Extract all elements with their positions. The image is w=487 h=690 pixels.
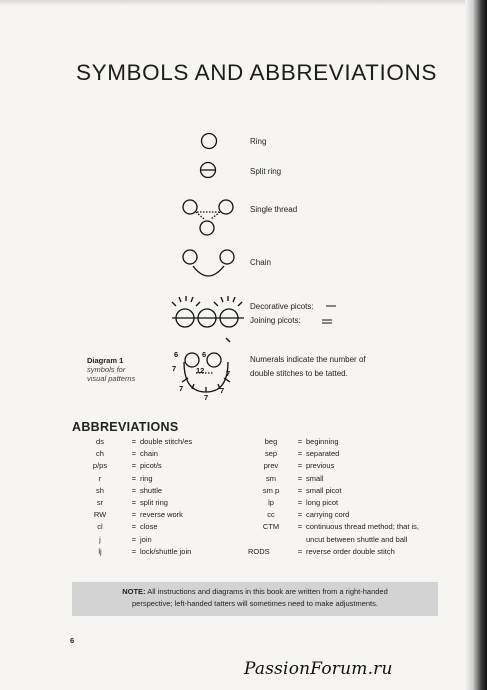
diagram-caption-sub2: visual patterns bbox=[87, 374, 136, 383]
single-thread-label: Single thread bbox=[250, 205, 298, 214]
abbreviation-row bbox=[248, 547, 419, 559]
equals-sign: = bbox=[297, 449, 303, 459]
note-label: NOTE: bbox=[122, 587, 146, 596]
abbreviation-meaning: carrying cord bbox=[306, 510, 350, 520]
abbreviation-meaning: chain bbox=[140, 449, 158, 459]
equals-sign: = bbox=[297, 497, 303, 507]
joining-picots-label: Joining picots: bbox=[250, 316, 301, 325]
equals-sign: = bbox=[297, 437, 303, 446]
diagram-number: 6 bbox=[202, 350, 207, 359]
abbreviation-meaning: uncut between shuttle and ball bbox=[306, 534, 408, 544]
abbreviation-meaning: small bbox=[306, 473, 324, 483]
abbreviation: CTM bbox=[262, 522, 280, 532]
abbreviation-meaning: double stitch/es bbox=[140, 437, 193, 446]
numerals-label-line2: double stitches to be tatted. bbox=[250, 369, 348, 378]
abbreviation-row bbox=[248, 498, 419, 510]
equals-sign: = bbox=[297, 522, 303, 532]
picots-symbol bbox=[172, 296, 244, 342]
abbreviation-row bbox=[72, 498, 192, 510]
abbreviation-row bbox=[248, 461, 419, 473]
abbreviation-meaning: separated bbox=[306, 449, 340, 459]
numerals-label-line1: Numerals indicate the number of bbox=[250, 355, 366, 364]
abbreviation-meaning: small picot bbox=[306, 485, 342, 495]
diagram-1-numbers bbox=[172, 350, 230, 402]
abbreviation: sh bbox=[96, 485, 104, 495]
abbreviation: sm bbox=[266, 473, 276, 483]
abbreviation: lj bbox=[98, 546, 102, 556]
split-ring-symbol bbox=[200, 163, 216, 178]
abbreviation: sep bbox=[264, 449, 278, 459]
abbreviation-row bbox=[72, 461, 192, 473]
diagram-number: 7 bbox=[172, 364, 177, 373]
abbreviation-meaning: reverse order double stitch bbox=[306, 546, 395, 556]
abbreviation-row bbox=[72, 449, 192, 461]
page-number: 6 bbox=[70, 636, 75, 645]
diagram-number: 7 bbox=[226, 369, 231, 378]
diagram-caption bbox=[87, 356, 135, 383]
note-text-1: All instructions and diagrams in this book are written from a right-handed bbox=[147, 587, 388, 596]
note-box bbox=[72, 582, 438, 616]
abbreviation: prev bbox=[263, 461, 279, 471]
equals-sign: = bbox=[131, 461, 137, 471]
abbreviation-row bbox=[248, 510, 419, 522]
equals-sign: = bbox=[297, 485, 303, 495]
abbreviations-left-column bbox=[72, 437, 192, 559]
abbreviation-row bbox=[72, 510, 192, 522]
ring-symbol bbox=[202, 134, 217, 149]
equals-sign: = bbox=[131, 449, 137, 459]
diagram-number: 12 bbox=[196, 366, 205, 375]
diagram-number: 7 bbox=[204, 393, 209, 402]
abbreviation-meaning: ring bbox=[140, 473, 153, 483]
abbreviation-meaning: long picot bbox=[306, 497, 339, 507]
abbreviation: cc bbox=[267, 510, 275, 520]
abbreviation-meaning: picot/s bbox=[140, 461, 162, 471]
abbreviation-row bbox=[248, 522, 419, 534]
equals-sign: = bbox=[297, 461, 303, 471]
equals-sign: = bbox=[297, 510, 303, 520]
abbreviation bbox=[248, 535, 294, 547]
note-line-1 bbox=[72, 586, 438, 598]
abbreviation-row bbox=[72, 437, 192, 449]
note-text-2: perspective; left-handed tatters will sometimes need to make adjustments. bbox=[132, 599, 378, 608]
abbreviation: RW bbox=[93, 510, 107, 520]
abbreviations-right-column bbox=[248, 437, 419, 559]
abbreviation: cl bbox=[97, 522, 103, 532]
abbreviation: beg bbox=[264, 437, 278, 446]
abbreviation-row bbox=[72, 474, 192, 486]
abbreviation: r bbox=[98, 473, 102, 483]
abbreviation-meaning: shuttle bbox=[140, 485, 163, 495]
diagram-caption-sub1: symbols for bbox=[87, 365, 126, 374]
abbreviation: RODS bbox=[248, 546, 270, 556]
abbreviation: lp bbox=[268, 497, 274, 507]
equals-sign: = bbox=[131, 522, 137, 532]
abbreviation-row bbox=[248, 474, 419, 486]
ring-label: Ring bbox=[250, 137, 267, 146]
abbreviation: j bbox=[99, 534, 101, 544]
diagram-caption-title: Diagram 1 bbox=[87, 356, 124, 365]
abbreviation-meaning: close bbox=[140, 522, 158, 532]
abbreviation: ch bbox=[96, 449, 104, 459]
watermark: PassionForum.ru bbox=[244, 659, 393, 679]
abbreviation: sr bbox=[96, 497, 104, 507]
equals-sign: = bbox=[131, 546, 137, 556]
abbreviation: sm p bbox=[262, 485, 280, 495]
page-title: SYMBOLS AND ABBREVIATIONS bbox=[76, 60, 437, 85]
equals-sign: = bbox=[131, 485, 137, 495]
equals-sign: = bbox=[131, 497, 137, 507]
abbreviation-meaning: previous bbox=[306, 461, 335, 471]
equals-sign: = bbox=[131, 534, 137, 544]
equals-sign: = bbox=[297, 546, 303, 556]
equals-sign: = bbox=[131, 473, 137, 483]
abbreviation-row bbox=[248, 437, 419, 449]
diagram-number: 7 bbox=[179, 384, 184, 393]
abbreviations-heading: ABBREVIATIONS bbox=[72, 420, 179, 434]
abbreviation-meaning: split ring bbox=[140, 497, 168, 507]
equals-sign: = bbox=[131, 437, 137, 446]
split-ring-label: Split ring bbox=[250, 167, 282, 176]
chain-label: Chain bbox=[250, 258, 271, 267]
diagram-number: 6 bbox=[174, 350, 179, 359]
abbreviation-row bbox=[72, 486, 192, 498]
equals-sign bbox=[294, 535, 306, 547]
equals-sign: = bbox=[297, 473, 303, 483]
chain-symbol bbox=[183, 250, 234, 276]
diagram-number: 7 bbox=[220, 386, 225, 395]
abbreviation-row bbox=[248, 486, 419, 498]
abbreviation-meaning: beginning bbox=[306, 437, 339, 446]
equals-sign: = bbox=[131, 510, 137, 520]
abbreviation-meaning: continuous thread method; that is, bbox=[306, 522, 419, 532]
decorative-picots-label: Decorative picots: bbox=[250, 302, 314, 311]
abbreviation-meaning: reverse work bbox=[140, 510, 183, 520]
abbreviation-row bbox=[72, 522, 192, 534]
abbreviation-row bbox=[72, 535, 192, 547]
abbreviation-meaning: join bbox=[140, 534, 152, 544]
abbreviation-row-continued bbox=[248, 535, 419, 547]
abbreviation: ds bbox=[96, 437, 104, 446]
abbreviation-row bbox=[248, 449, 419, 461]
single-thread-symbol bbox=[183, 200, 233, 235]
abbreviation-row bbox=[72, 547, 192, 559]
abbreviation-meaning: lock/shuttle join bbox=[140, 546, 192, 556]
abbreviation: p/ps bbox=[92, 461, 108, 471]
